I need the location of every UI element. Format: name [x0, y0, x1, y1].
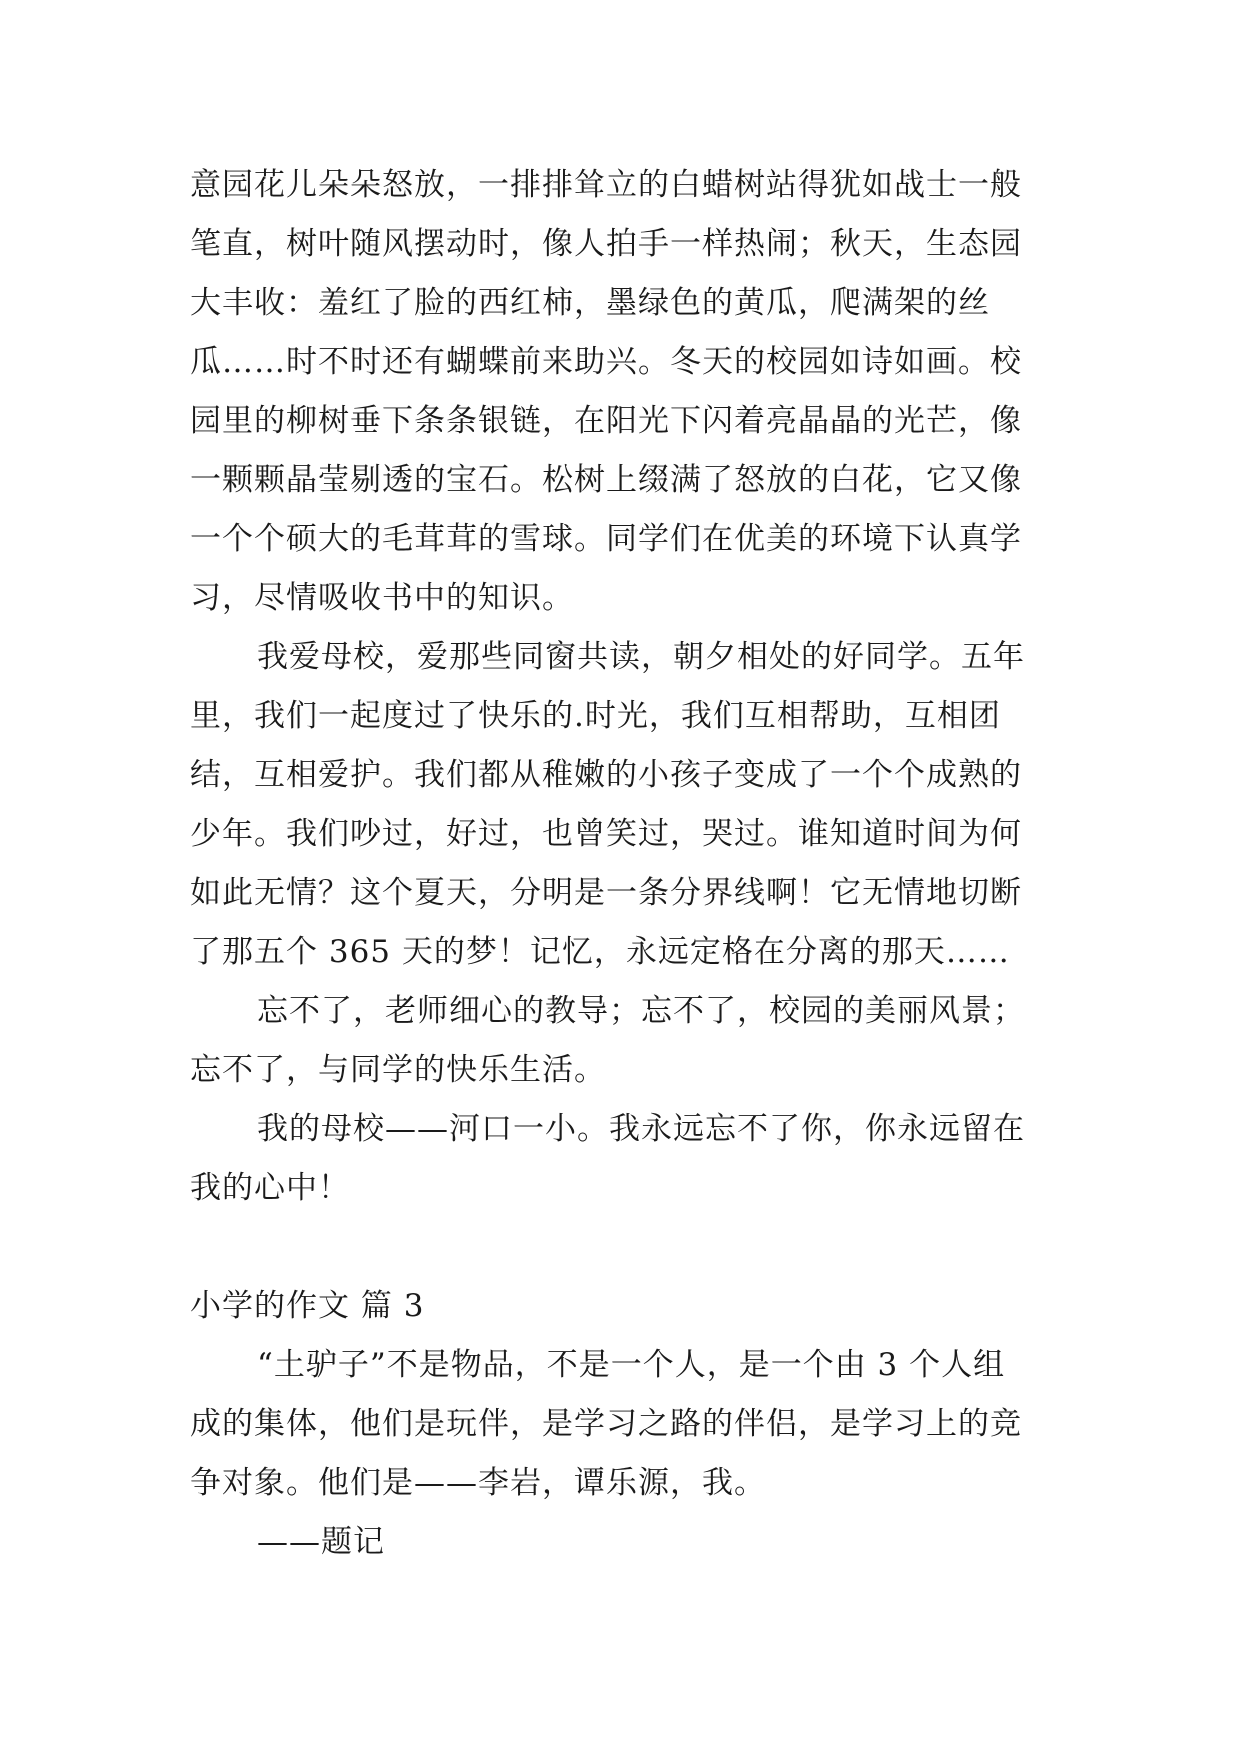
paragraph-4 — [190, 1100, 1060, 1218]
text-line: 争对象。他们是——李岩，谭乐源，我。 — [190, 1465, 766, 1501]
text-line: 我爱母校，爱那些同窗共读，朝夕相处的好同学。五年 — [257, 639, 1025, 675]
epigraph-attribution — [190, 1513, 1060, 1572]
text-line: 瓜……时不时还有蝴蝶前来助兴。冬天的校园如诗如画。校 — [190, 344, 1022, 380]
text-line: 一颗颗晶莹剔透的宝石。松树上缀满了怒放的白花，它又像 — [190, 462, 1022, 498]
text-line: 了那五个 365 天的梦！记忆，永远定格在分离的那天…… — [190, 934, 1010, 970]
text-line: 意园花儿朵朵怒放，一排排耸立的白蜡树站得犹如战士一般 — [190, 167, 1022, 203]
text-line: 忘不了，与同学的快乐生活。 — [190, 1052, 606, 1088]
text-line: 里，我们一起度过了快乐的.时光，我们互相帮助，互相团 — [190, 698, 1001, 734]
section-title: 小学的作文 篇 3 — [190, 1288, 425, 1324]
text-line: 笔直，树叶随风摆动时，像人拍手一样热闹；秋天，生态园 — [190, 226, 1022, 262]
text-line: 一个个硕大的毛茸茸的雪球。同学们在优美的环境下认真学 — [190, 521, 1022, 557]
text-line: 少年。我们吵过，好过，也曾笑过，哭过。谁知道时间为何 — [190, 816, 1022, 852]
document-body — [190, 156, 1060, 1572]
text-line: “土驴子”不是物品，不是一个人，是一个由 3 个人组 — [257, 1347, 1006, 1383]
text-line: 结，互相爱护。我们都从稚嫩的小孩子变成了一个个成熟的 — [190, 757, 1022, 793]
text-line: 园里的柳树垂下条条银链，在阳光下闪着亮晶晶的光芒，像 — [190, 403, 1022, 439]
text-line: 习，尽情吸收书中的知识。 — [190, 580, 574, 616]
text-line: 我的心中！ — [190, 1170, 350, 1206]
text-line: 大丰收：羞红了脸的西红柿，墨绿色的黄瓜，爬满架的丝 — [190, 285, 990, 321]
text-line: ——题记 — [257, 1524, 385, 1560]
text-line: 成的集体，他们是玩伴，是学习之路的伴侣，是学习上的竞 — [190, 1406, 1022, 1442]
paragraph-1 — [190, 156, 1060, 628]
text-line: 我的母校——河口一小。我永远忘不了你，你永远留在 — [257, 1111, 1025, 1147]
paragraph-5 — [190, 1336, 1060, 1513]
text-line: 忘不了，老师细心的教导；忘不了，校园的美丽风景； — [257, 993, 1025, 1029]
paragraph-3 — [190, 982, 1060, 1100]
paragraph-2 — [190, 628, 1060, 982]
text-line: 如此无情？这个夏天，分明是一条分界线啊！它无情地切断 — [190, 875, 1022, 911]
